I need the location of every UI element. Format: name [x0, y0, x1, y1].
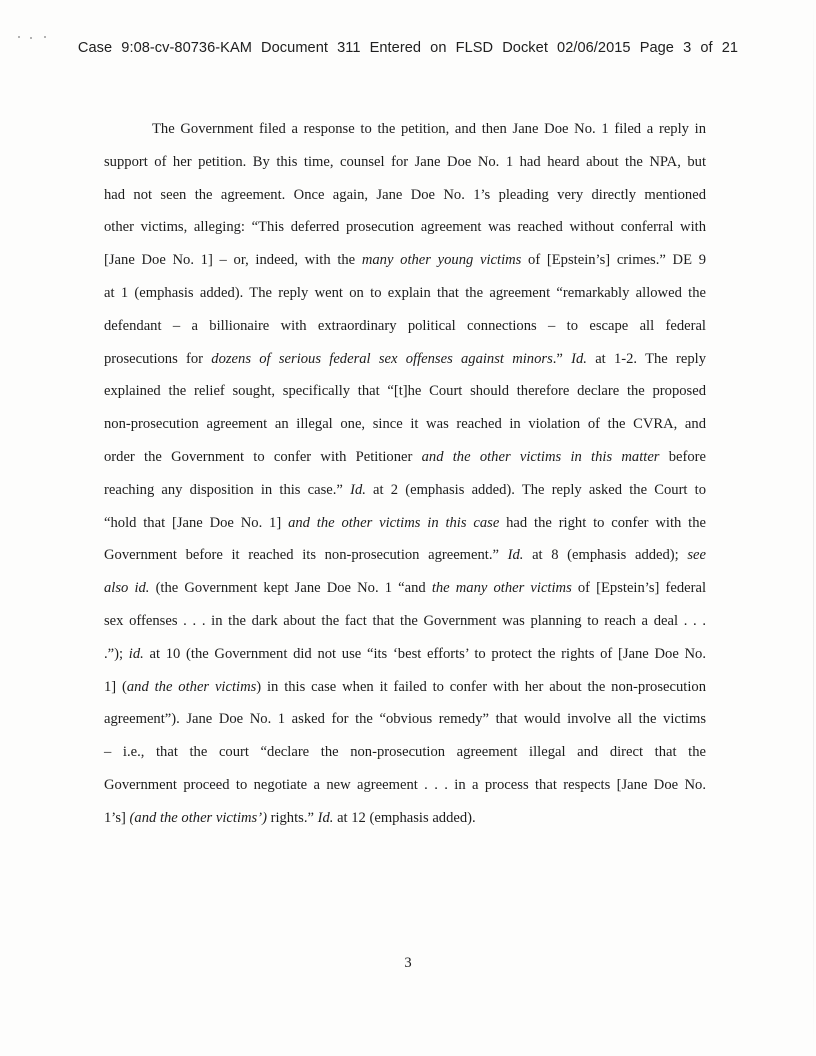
text-line — [104, 277, 706, 310]
text-run: at 10 (the Government did not use “its ‘best efforts’ to protect the rights of [Jane Doe No. — [143, 645, 706, 662]
text-line — [104, 572, 706, 605]
text-line — [104, 605, 706, 638]
text-line — [104, 441, 706, 474]
text-run: Government proceed to negotiate a new agreement . . . in a process that respects [Jane Doe No. — [104, 776, 706, 793]
emphasized-text: Id. — [507, 547, 524, 564]
text-line — [104, 507, 706, 540]
emphasized-text: Id. — [317, 809, 334, 826]
page-number: 3 — [404, 955, 412, 971]
text-run: at 1 (emphasis added). The reply went on to explain that the agreement “remarkably allowed the — [104, 284, 706, 301]
text-line — [104, 769, 706, 802]
header-entered-date: Entered on FLSD Docket 02/06/2015 — [369, 40, 631, 56]
text-line — [104, 671, 706, 704]
text-run: The Government filed a response to the petition, and then Jane Doe No. 1 filed a reply in — [152, 121, 706, 137]
emphasized-text: and the other victims in this matter — [421, 448, 660, 465]
text-run: sex offenses . . . in the dark about the fact that the Government was planning to reach a deal . . . — [104, 612, 706, 629]
body-paragraph — [104, 113, 706, 835]
text-line — [104, 113, 706, 146]
text-run: Government before it reached its non-prosecution agreement.” — [104, 547, 508, 564]
text-run: agreement”). Jane Doe No. 1 asked for the “obvious remedy” that would involve all the victims — [104, 711, 706, 728]
text-run: .”); — [104, 645, 129, 662]
emphasized-text: dozens of serious federal sex offenses against minors — [211, 350, 553, 367]
text-run: of [Epstein’s] federal — [571, 580, 706, 597]
text-run: – i.e., that the court “declare the non-prosecution agreement illegal and direct that the — [104, 744, 706, 761]
header-document-number: Document 311 — [261, 40, 361, 56]
header-case-number: Case 9:08-cv-80736-KAM — [77, 40, 252, 56]
text-run: other victims, alleging: “This deferred prosecution agreement was reached without conferral with — [104, 219, 706, 236]
header-page-count: Page 3 of 21 — [639, 40, 739, 56]
text-run: had not seen the agreement. Once again, Jane Doe No. 1’s pleading very directly mentioned — [104, 186, 706, 203]
text-line — [104, 179, 706, 212]
emphasized-text: Id. — [571, 350, 587, 367]
emphasized-text: Id. — [350, 481, 366, 498]
emphasized-text: and the other victims — [126, 678, 257, 695]
text-run: 1] ( — [104, 678, 127, 695]
text-run: order the Government to confer with Petitioner — [104, 448, 422, 465]
text-run: prosecutions for — [104, 350, 212, 367]
emphasized-text: see — [687, 547, 706, 564]
text-run: (the Government kept Jane Doe No. 1 “and — [149, 580, 432, 597]
text-line — [104, 474, 706, 507]
text-line — [104, 703, 706, 736]
text-run: .” — [552, 350, 572, 367]
text-run: of [Epstein’s] crimes.” DE 9 — [521, 252, 706, 269]
emphasized-text: and the other victims in this case — [288, 514, 500, 531]
text-run: at 8 (emphasis added); — [523, 547, 688, 564]
text-run: at 12 (emphasis added). — [333, 809, 476, 826]
emphasized-text: (and the other victims’) — [129, 809, 267, 826]
text-run: explained the relief sought, specifically that “[t]he Court should therefore declare the proposed — [104, 383, 706, 400]
scan-edge — [813, 0, 814, 1056]
text-run: defendant – a billionaire with extraordinary political connections – to escape all federal — [104, 317, 706, 334]
emphasized-text: id. — [128, 645, 144, 662]
text-run: at 1-2. The reply — [586, 350, 706, 367]
text-line — [104, 343, 706, 376]
text-run: rights.” — [266, 809, 318, 826]
text-line — [104, 244, 706, 277]
text-line — [104, 638, 706, 671]
docket-header — [0, 40, 816, 56]
text-line — [104, 539, 706, 572]
text-run: at 2 (emphasis added). The reply asked the Court to — [365, 481, 707, 498]
text-line — [104, 736, 706, 769]
text-line — [104, 310, 706, 343]
text-run: 1’s] — [104, 809, 130, 826]
text-line — [104, 802, 706, 835]
text-run: before — [659, 448, 706, 465]
text-run: support of her petition. By this time, counsel for Jane Doe No. 1 had heard about the NPA, but — [104, 153, 706, 170]
text-run: [Jane Doe No. 1] – or, indeed, with the — [104, 252, 362, 269]
emphasized-text: the many other victims — [431, 580, 572, 597]
text-run: had the right to confer with the — [499, 514, 706, 531]
text-line — [104, 408, 706, 441]
emphasized-text: many other young victims — [361, 252, 522, 269]
text-line — [104, 375, 706, 408]
text-run: “hold that [Jane Doe No. 1] — [104, 514, 289, 531]
text-run: reaching any disposition in this case.” — [104, 481, 351, 498]
emphasized-text: also id. — [104, 580, 150, 597]
text-line — [104, 211, 706, 244]
text-run: non-prosecution agreement an illegal one, since it was reached in violation of the CVRA, and — [104, 416, 706, 433]
text-line — [104, 146, 706, 179]
text-run: ) in this case when it failed to confer with her about the non-prosecution — [256, 678, 706, 695]
